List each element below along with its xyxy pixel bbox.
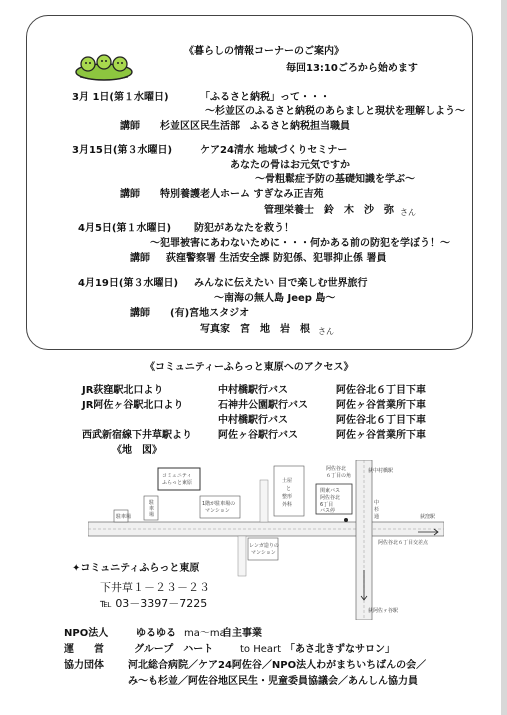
map-label: 荻阿佐ヶ谷駅 [368, 608, 399, 614]
facility-box [158, 468, 200, 490]
route-bus: 石神井公園駅行バス [218, 400, 308, 411]
speaker-label: 講師 [130, 308, 150, 319]
event-date: 4月5日(第１水曜日) [78, 223, 172, 234]
operator: グループ ハート [134, 644, 214, 655]
route-bus: 阿佐ヶ谷駅行バス [218, 430, 298, 441]
page-edge [501, 0, 507, 715]
access-title: 《コミュニティーふらっと東原へのアクセス》 [145, 362, 354, 373]
map-label: 荻中村橋駅 [368, 468, 394, 474]
event-title: みんなに伝えたい 目で楽しむ世界旅行 [194, 278, 368, 289]
npo-name: 自主事業 [222, 628, 262, 639]
map-label: 中 [374, 500, 380, 506]
map-label: 阿佐谷北 [320, 495, 341, 501]
map-label: 6丁目 [320, 502, 334, 508]
event-date: 4月19日(第３水曜日) [78, 278, 179, 289]
route-from: JR荻窪駅北口より [82, 385, 164, 396]
peas-icon [74, 50, 134, 84]
map-label: 駐 [149, 500, 155, 506]
speaker: 杉並区区民生活部 ふるさと納税担当職員 [160, 121, 350, 132]
map-label: ６丁目の角 [326, 473, 352, 479]
map-label: 土屋 [282, 478, 293, 484]
event-date: 3月 1日(第１水曜日) [72, 92, 169, 103]
route-stop: 阿佐ヶ谷営業所下車 [336, 430, 426, 441]
speaker-label: 講師 [130, 253, 150, 264]
partners: 河北総合病院／ケア24阿佐谷／NPO法人わがまちいちばんの会／ [128, 660, 427, 671]
facility-name: ✦コミュニティふらっと東原 [72, 563, 200, 574]
route-stop: 阿佐谷北６丁目下車 [336, 415, 426, 426]
facility-label: ふらっと東原 [162, 480, 193, 486]
speaker: 特別養護老人ホーム すぎなみ正吉苑 [160, 189, 324, 200]
map-label: 《地 図》 [112, 445, 162, 456]
npo-label: NPO法人 [64, 628, 109, 639]
map-label: 阿佐谷北 [326, 466, 347, 472]
map-label: バス停 [320, 508, 336, 514]
facility-tel: ℡ 03－3397－7225 [100, 597, 208, 610]
event-title: ケア24清水 地域づくりセミナー [200, 145, 348, 156]
partners: み～も杉並／阿佐谷地区民生・児童委員協議会／あんしん協力員 [128, 676, 418, 687]
event-subtitle: ～杉並区のふるさと納税のあらましと現状を理解しよう～ [205, 106, 465, 117]
event-subtitle: ～犯罪被害にあわないために・・・何かある前の防犯を学ぼう！～ [150, 238, 450, 249]
map-label: 通 [374, 514, 380, 520]
event-subtitle: ～骨粗鬆症予防の基礎知識を学ぶ～ [255, 174, 415, 185]
npo-name: ma～ma [184, 628, 226, 639]
map-label: 外科 [282, 502, 293, 508]
npo-name: ゆるゆる [136, 628, 176, 639]
map-label: 整形 [282, 494, 293, 500]
speaker-2: 管理栄養士 鈴 木 沙 弥 [264, 205, 394, 216]
map-label: と [286, 486, 292, 492]
speaker: 荻窪警察署 生活安全課 防犯係、犯罪抑止係 署員 [166, 253, 387, 264]
event-title: 「ふるさと納税」って・・・ [200, 92, 330, 103]
page-subtitle: 毎回13:10ごろから始めます [286, 63, 418, 74]
event-subtitle: ～南海の無人島 Jeep 島～ [214, 293, 336, 304]
map-label: 荻窪駅 [420, 514, 436, 520]
operator: 「あさ北きずなサロン」 [285, 644, 395, 655]
speaker-label: 講師 [120, 189, 140, 200]
map-label: 場 [149, 512, 155, 518]
speaker-2: 写真家 宮 地 岩 根 [200, 324, 310, 335]
operator-label: 運 営 [64, 644, 104, 655]
map-label: 杉 [374, 507, 380, 513]
route-bus: 中村橋駅行バス [218, 385, 288, 396]
page-title: 《暮らしの情報コーナーのご案内》 [184, 46, 344, 57]
route-stop: 阿佐谷北６丁目下車 [336, 385, 426, 396]
facility-label: コミュニティ [162, 473, 192, 479]
event-date: 3月15日(第３水曜日) [72, 145, 173, 156]
map-label: 1階が駐車場の [202, 501, 236, 507]
access-map [88, 460, 444, 620]
speaker-suffix: さん [400, 208, 416, 217]
speaker-suffix: さん [318, 327, 334, 336]
event-title: 防犯があなたを救う！ [194, 223, 294, 234]
speaker: (有)宮地スタジオ [170, 308, 250, 319]
route-from: 西武新宿線下井草駅より [82, 430, 192, 441]
operator: to Heart [240, 644, 282, 655]
event-line2: あなたの骨はお元気ですか [230, 160, 350, 171]
map-label: マンション [251, 550, 276, 556]
route-stop: 阿佐ヶ谷営業所下車 [336, 400, 426, 411]
route-bus: 中村橋駅行バス [218, 415, 288, 426]
map-label: 阿佐谷北６丁目交差点 [378, 540, 429, 546]
map-label: 関東バス [320, 488, 341, 494]
route-from: JR阿佐ヶ谷駅北口より [82, 400, 184, 411]
map-label: 駐車場 [116, 514, 132, 520]
facility-address: 下井草１－２３－２３ [100, 581, 210, 594]
map-label: マンション [205, 508, 230, 514]
map-label: 車 [149, 506, 155, 512]
partners-label: 協力団体 [64, 660, 104, 671]
speaker-label: 講師 [120, 121, 140, 132]
map-label: レンガ造りの [249, 543, 279, 549]
